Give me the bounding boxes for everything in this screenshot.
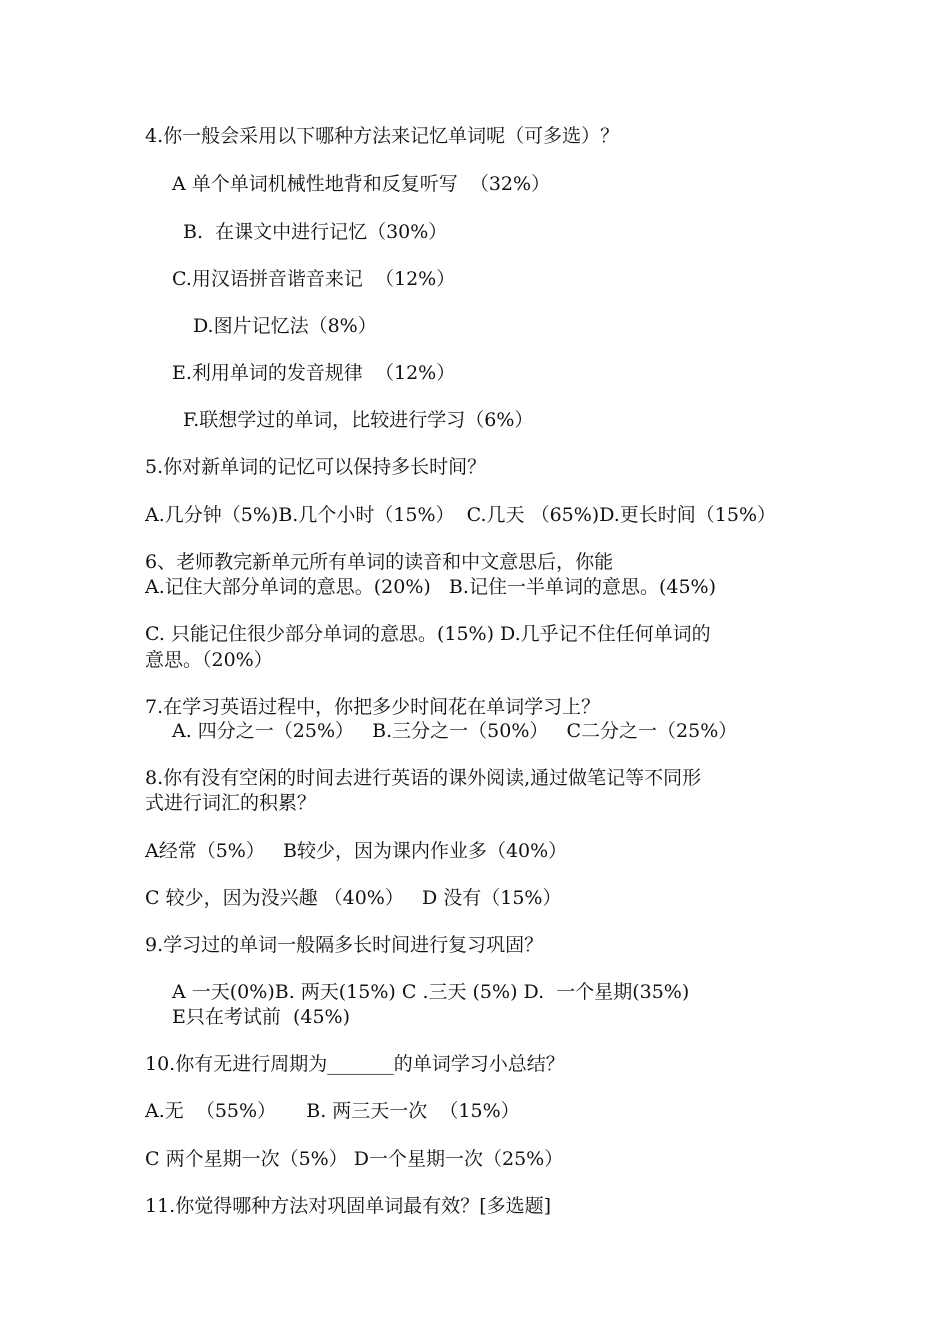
question-8-options-line-2: C 较少，因为没兴趣 （40%） D 没有（15%）: [145, 887, 562, 909]
question-6-options-line-1: A.记住大部分单词的意思。(20%) B.记住一半单词的意思。(45%): [145, 576, 716, 598]
question-5-options: A.几分钟（5%)B.几个小时（15%） C.几天 （65%)D.更长时间（15%）: [145, 504, 777, 526]
question-4-option-a: A 单个单词机械性地背和反复听写 （32%）: [172, 173, 551, 195]
question-9-title: 9.学习过的单词一般隔多长时间进行复习巩固？: [145, 934, 544, 956]
question-7-options: A. 四分之一（25%） B.三分之一（50%） C二分之一（25%）: [172, 720, 738, 742]
question-9-options-line-2: E只在考试前 (45%): [172, 1006, 351, 1028]
question-9-options-line-1: A 一天(0%)B. 两天(15%) C .三天 (5%) D. 一个星期(35%): [172, 981, 690, 1003]
question-4-option-d: D.图片记忆法（8%）: [193, 315, 377, 337]
question-4-title: 4.你一般会采用以下哪种方法来记忆单词呢（可多选）？: [145, 125, 620, 147]
question-8-title-line-2: 式进行词汇的积累？: [145, 792, 317, 814]
question-10-title: 10.你有无进行周期为_______的单词学习小总结？: [145, 1053, 565, 1075]
question-8-options-line-1: A经常（5%） B较少，因为课内作业多（40%）: [145, 840, 568, 862]
question-6-options-line-2: C. 只能记住很少部分单词的意思。(15%) D.几乎记不住任何单词的: [145, 623, 711, 645]
question-4-option-c: C.用汉语拼音谐音来记 （12%）: [172, 268, 456, 290]
question-5-title: 5.你对新单词的记忆可以保持多长时间？: [145, 456, 487, 478]
question-6-options-line-3: 意思。（20%）: [145, 649, 273, 671]
question-4-option-f: F.联想学过的单词，比较进行学习（6%）: [183, 409, 534, 431]
question-4-option-b: B. 在课文中进行记忆（30%）: [183, 221, 448, 243]
question-7-title: 7.在学习英语过程中，你把多少时间花在单词学习上？: [145, 696, 601, 718]
question-8-title-line-1: 8.你有没有空闲的时间去进行英语的课外阅读,通过做笔记等不同形: [145, 767, 702, 789]
question-6-title: 6、老师教完新单元所有单词的读音和中文意思后，你能: [145, 551, 614, 573]
question-10-options-line-1: A.无 （55%） B. 两三天一次 （15%）: [145, 1100, 520, 1122]
question-4-option-e: E.利用单词的发音规律 （12%）: [172, 362, 456, 384]
question-11-title: 11.你觉得哪种方法对巩固单词最有效？[多选题]: [145, 1195, 552, 1217]
question-10-options-line-2: C 两个星期一次（5%） D一个星期一次（25%）: [145, 1148, 564, 1170]
